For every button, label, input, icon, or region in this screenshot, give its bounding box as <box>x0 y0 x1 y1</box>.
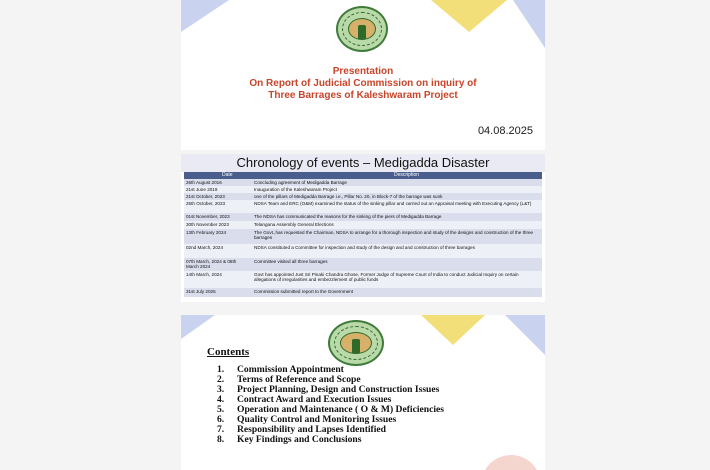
table-row <box>184 244 542 258</box>
row-description: NDSA constituted a Committee for inspection and study of the design and and construction of three barrages <box>254 245 475 250</box>
decor-triangle-blue <box>181 315 215 339</box>
item-number: 1. <box>217 364 225 375</box>
decor-triangle-blue <box>181 0 229 32</box>
column-header-description: Description <box>394 172 420 178</box>
item-text: Quality Control and Monitoring Issues <box>237 414 397 425</box>
table-row <box>184 229 542 244</box>
contents-list <box>217 365 444 445</box>
item-text: Terms of Reference and Scope <box>237 374 361 385</box>
row-date: 26th August 2016 <box>186 180 222 185</box>
row-date: 07th March, 2024 & 08th March 2024 <box>186 259 237 270</box>
title-slide <box>181 0 545 150</box>
row-description: NDSA Team and ERC (O&M) examined the status of the sinking pillar and carried out an Appraisal meeting with Executing Agency (L&T) <box>254 201 532 206</box>
row-date: 25th October, 2023 <box>186 201 226 206</box>
item-text: Responsibility and Lapses Identified <box>237 424 387 435</box>
item-text: Project Planning, Design and Construction Issues <box>237 384 440 395</box>
presentation-title-line3: Three Barrages of Kaleshwaram Project <box>268 90 458 101</box>
table-header <box>184 172 542 179</box>
item-text: Key Findings and Conclusions <box>237 434 362 445</box>
chronology-title: Chronology of events – Medigadda Disaster <box>181 154 545 172</box>
table-row <box>184 186 542 193</box>
telangana-emblem-icon <box>328 320 384 366</box>
row-date: 02nd March, 2024 <box>186 245 224 250</box>
row-date: 13th February 2024 <box>186 230 227 235</box>
item-text: Operation and Maintenance ( O & M) Deficiencies <box>237 404 445 415</box>
contents-heading: Contents <box>207 346 250 358</box>
table-row <box>184 221 542 229</box>
item-number: 3. <box>217 384 225 395</box>
telangana-emblem-icon <box>336 6 388 52</box>
decor-triangle-blue-right <box>505 315 545 355</box>
table-row <box>184 200 542 213</box>
item-number: 7. <box>217 424 225 435</box>
row-description: one of the pillars of Medigadda Barrage i.e., Pillar No. 20, in Block-7 of the barrage was sunk <box>254 194 443 199</box>
row-date: 01st November, 2023 <box>186 214 230 219</box>
table-row <box>184 193 542 200</box>
item-number: 8. <box>217 434 225 445</box>
item-number: 4. <box>217 394 225 405</box>
table-row <box>184 213 542 221</box>
row-description: The Govt.,has requested the Chairman, NDSA to arrange for a thorough inspection and study of the designs and construction of the three barrages <box>254 230 534 241</box>
row-description: Concluding agreement of Medigadda Barrage <box>254 180 347 185</box>
chronology-slide <box>181 154 545 302</box>
presentation-title-line2: On Report of Judicial Commission on inquiry of <box>249 78 477 89</box>
item-text: Commission Appointment <box>237 364 344 375</box>
decor-triangle-yellow <box>431 0 507 32</box>
table-row <box>184 179 542 186</box>
presentation-date: 04.08.2025 <box>477 125 533 137</box>
row-date: 14th March, 2024 <box>186 272 222 277</box>
row-date: 21st October, 2023 <box>186 194 225 199</box>
row-date: 30th November 2023 <box>186 222 229 227</box>
row-date: 31st July 2025 <box>186 289 216 294</box>
item-number: 5. <box>217 404 225 415</box>
row-description: Inauguration of the Kaleshwaram Project <box>254 187 337 192</box>
item-text: Contract Award and Execution Issues <box>237 394 392 405</box>
list-item <box>217 435 444 445</box>
decor-triangle-yellow <box>421 315 485 345</box>
column-header-date: Date <box>222 172 233 178</box>
item-number: 2. <box>217 374 225 385</box>
item-number: 6. <box>217 414 225 425</box>
row-description: Commission submitted report to the Government <box>254 289 354 294</box>
row-description: Govt has appointed Just Sri Pinaki Chandra Ghose, Former Judge of Supreme Court of India to conduct Judicial Inquiry on certain allegations of irregularities and embezzlement of public funds <box>254 272 519 283</box>
contents-slide <box>181 315 545 470</box>
row-description: Committee visited all three barrages <box>254 259 328 264</box>
presentation-title-line1: Presentation <box>332 66 394 77</box>
table-row <box>184 271 542 288</box>
row-description: Telangana Assembly General Elections <box>254 222 334 227</box>
decor-triangle-blue-right <box>513 0 545 48</box>
table-row <box>184 288 542 297</box>
table-row <box>184 258 542 271</box>
decor-shape <box>481 455 541 470</box>
row-date: 21st June 2019 <box>186 187 218 192</box>
row-description: The NDSA has communicated the reasons for the sinking of the piers of Medigadda Barrage <box>254 214 442 219</box>
